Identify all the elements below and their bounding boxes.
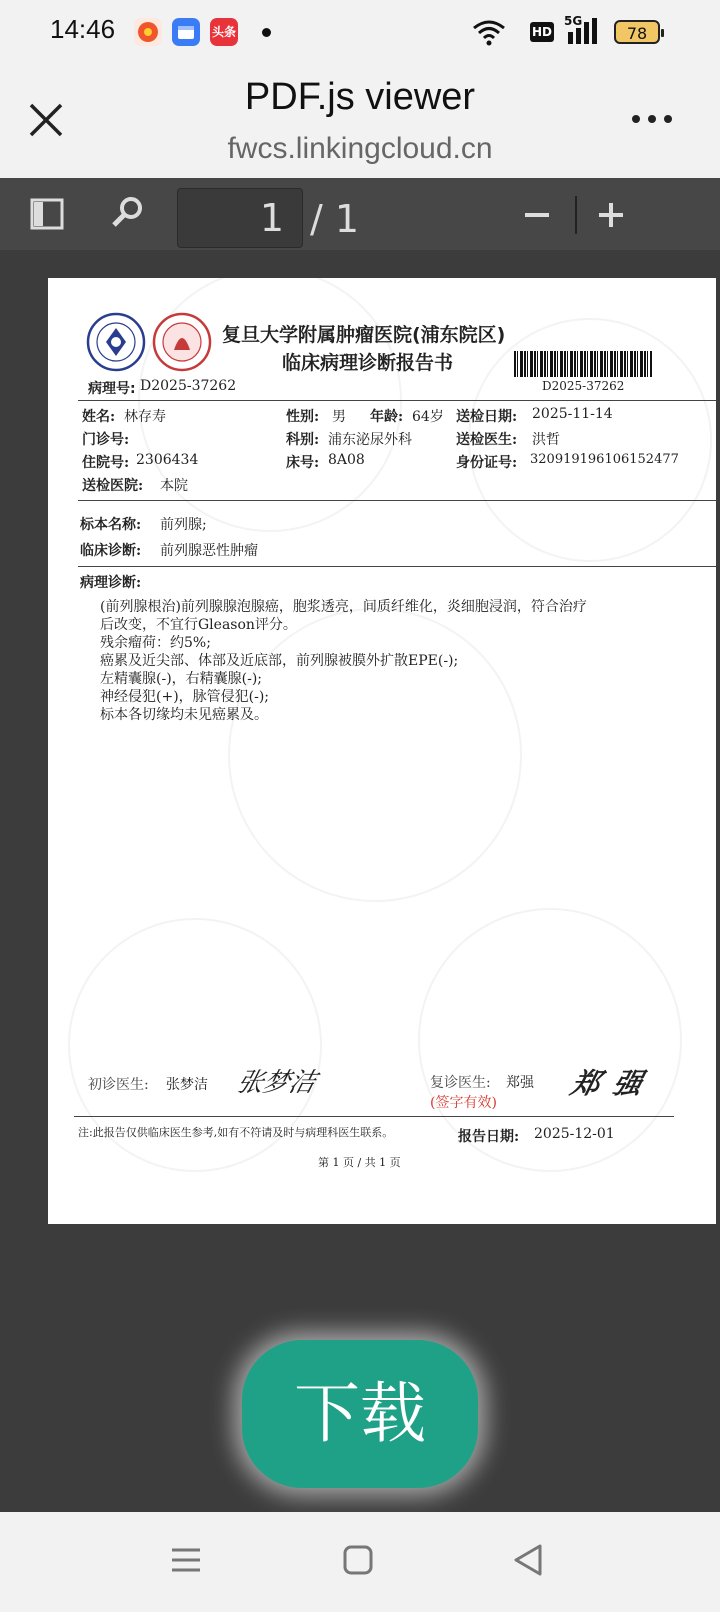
university-logo-icon xyxy=(86,312,146,372)
browser-header xyxy=(0,64,720,178)
more-options-icon[interactable] xyxy=(630,112,674,126)
zoom-in-icon[interactable] xyxy=(596,200,626,230)
outpatient-label: 门诊号: xyxy=(82,432,130,448)
inpatient-label: 住院号: xyxy=(82,455,130,471)
submit-doctor-label: 送检医生: xyxy=(456,432,518,448)
report-title: 临床病理诊断报告书 xyxy=(282,352,454,374)
divider xyxy=(78,400,716,401)
network-type: 5G xyxy=(564,14,583,28)
clinical-dx: 前列腺恶性肿瘤 xyxy=(160,543,258,559)
review-doctor-label: 复诊医生: xyxy=(430,1075,491,1091)
divider xyxy=(78,566,716,567)
department-label: 科别: xyxy=(286,432,320,448)
barcode xyxy=(514,351,652,377)
page-title: PDF.js viewer xyxy=(244,76,476,118)
page-url: fwcs.linkingcloud.cn xyxy=(227,132,493,165)
divider xyxy=(78,500,716,501)
bed-label: 床号: xyxy=(286,455,320,471)
battery-indicator: 78 xyxy=(614,20,660,44)
pdf-toolbar xyxy=(0,178,720,250)
path-dx-line: 癌累及近尖部、体部及近底部，前列腺被膜外扩散EPE(-); xyxy=(100,653,459,669)
page-number-input[interactable]: 1 xyxy=(177,188,303,248)
pathology-no: D2025-37262 xyxy=(140,378,237,394)
status-time: 14:46 xyxy=(50,14,116,44)
search-icon[interactable] xyxy=(110,194,146,230)
path-dx-line: 左精囊腺(-)，右精囊腺(-); xyxy=(100,671,263,687)
gender-label: 性别: xyxy=(286,409,320,425)
pdf-page xyxy=(48,278,716,1224)
first-doctor-signature: 张梦洁 xyxy=(233,1068,320,1098)
id-label: 身份证号: xyxy=(456,455,518,471)
back-icon[interactable] xyxy=(508,1540,548,1580)
path-dx-line: 后改变，不宜行Gleason评分。 xyxy=(100,617,297,633)
notification-dot xyxy=(262,28,271,37)
hd-badge: HD xyxy=(530,22,554,42)
path-dx-line: (前列腺根治)前列腺腺泡腺癌，胞浆透亮，间质纤维化，炎细胞浸润，符合治疗 xyxy=(100,599,587,615)
download-button[interactable]: 下载 xyxy=(242,1340,478,1488)
sidebar-toggle-icon[interactable] xyxy=(30,198,64,230)
path-dx-line: 标本各切缘均未见癌累及。 xyxy=(100,707,268,723)
home-icon[interactable] xyxy=(338,1540,378,1580)
app-icon-1 xyxy=(134,18,162,46)
signal-icon xyxy=(564,16,606,46)
disclaimer-note: 注:此报告仅供临床医生参考,如有不符请及时与病理科医生联系。 xyxy=(78,1126,394,1139)
age-label: 年龄: xyxy=(370,409,404,425)
status-bar xyxy=(0,0,720,64)
bed-no: 8A08 xyxy=(328,452,365,468)
patient-age: 64岁 xyxy=(412,409,444,425)
divider xyxy=(74,1116,674,1117)
hospital-logo-icon xyxy=(152,312,212,372)
zoom-out-icon[interactable] xyxy=(522,200,552,230)
submit-hospital: 本院 xyxy=(160,478,188,494)
app-icon-2 xyxy=(172,18,200,46)
system-nav-bar xyxy=(0,1512,720,1612)
menu-icon[interactable] xyxy=(166,1540,206,1580)
toutiao-label: 头条 xyxy=(211,25,236,39)
patient-name: 林存寿 xyxy=(124,409,166,425)
page-total: / 1 xyxy=(310,197,360,241)
path-dx-line: 残余瘤荷：约5%; xyxy=(100,635,211,651)
id-number: 320919196106152477 xyxy=(530,452,679,467)
toutiao-icon xyxy=(210,18,238,46)
inpatient-no: 2306434 xyxy=(136,452,199,468)
signature-valid-note: (签字有效) xyxy=(430,1095,497,1111)
first-doctor: 张梦洁 xyxy=(166,1077,208,1093)
wifi-icon xyxy=(472,18,506,46)
submit-hospital-label: 送检医院: xyxy=(82,478,144,494)
submit-date-label: 送检日期: xyxy=(456,409,518,425)
clinical-dx-label: 临床诊断: xyxy=(80,543,142,559)
submit-date: 2025-11-14 xyxy=(532,406,613,422)
page-footer: 第 1 页 / 共 1 页 xyxy=(318,1156,401,1169)
submit-doctor: 洪哲 xyxy=(532,432,560,448)
review-doctor-signature: 郑强 xyxy=(567,1067,660,1100)
report-date: 2025-12-01 xyxy=(534,1126,615,1142)
report-date-label: 报告日期: xyxy=(458,1129,520,1145)
barcode-text: D2025-37262 xyxy=(542,379,625,393)
specimen-label: 标本名称: xyxy=(80,517,142,533)
specimen: 前列腺; xyxy=(160,517,207,533)
path-dx-line: 神经侵犯(+)，脉管侵犯(-); xyxy=(100,689,270,705)
pathology-no-label: 病理号: xyxy=(88,381,136,397)
patient-gender: 男 xyxy=(332,409,346,425)
hospital-name: 复旦大学附属肿瘤医院(浦东院区) xyxy=(222,324,506,346)
first-doctor-label: 初诊医生: xyxy=(88,1077,149,1093)
review-doctor: 郑强 xyxy=(506,1075,534,1091)
department: 浦东泌尿外科 xyxy=(328,432,412,448)
toolbar-separator xyxy=(575,196,577,234)
path-dx-label: 病理诊断: xyxy=(80,575,142,591)
name-label: 姓名: xyxy=(82,409,116,425)
